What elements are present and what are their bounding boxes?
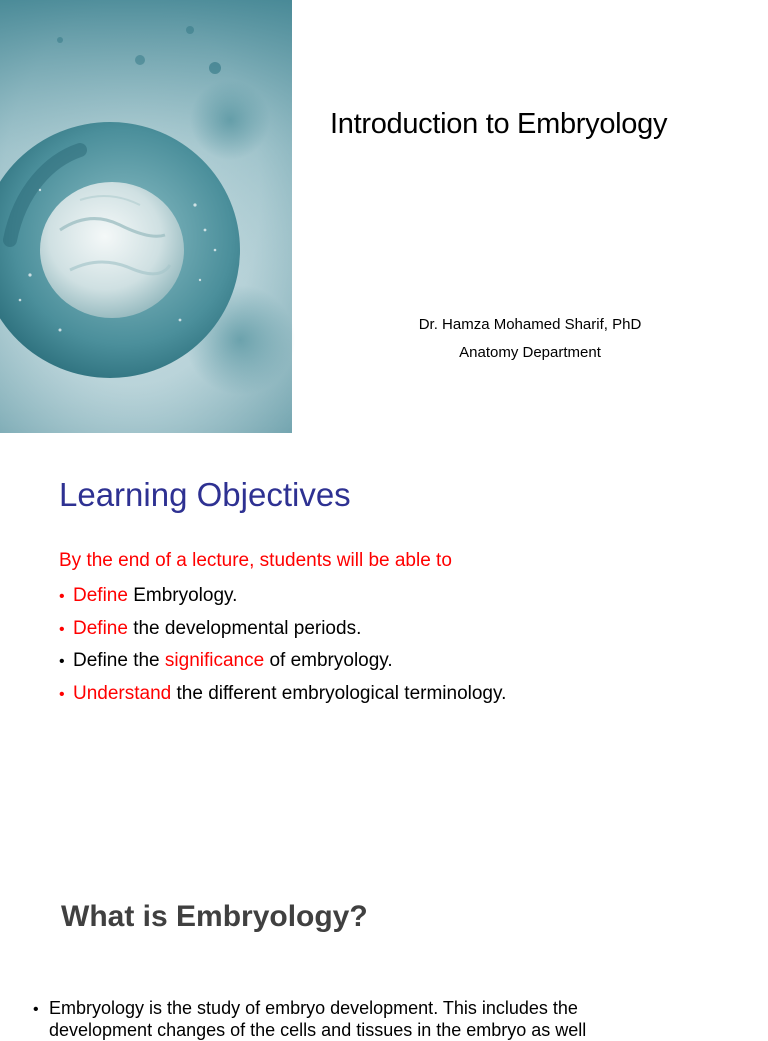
list-item — [59, 645, 506, 678]
definition-line-continued: development changes of the cells and tissues in the embryo as well — [49, 1020, 587, 1040]
bullet-icon: • — [59, 685, 65, 703]
objective-highlight: Define — [73, 585, 128, 606]
objective-highlight: Define — [73, 617, 128, 639]
objectives-slide — [0, 436, 768, 868]
title-slide — [0, 0, 768, 434]
bullet-icon: • — [33, 1001, 39, 1018]
bullet-icon: • — [59, 620, 65, 638]
objectives-list — [59, 580, 506, 710]
author-block — [405, 311, 655, 367]
objective-highlight: significance — [164, 650, 265, 671]
objective-text-prefix: Define the — [73, 650, 165, 671]
author-name: Dr. Hamza Mohamed Sharif, PhD — [418, 316, 642, 333]
definition-text — [33, 998, 578, 1019]
definition-slide — [0, 870, 768, 1040]
objectives-intro: By the end of a lecture, students will be able to — [59, 550, 452, 571]
embryo-cell-image — [0, 0, 292, 433]
objective-text: the developmental periods. — [127, 617, 362, 639]
objective-text: of embryology. — [264, 650, 393, 671]
bullet-icon: • — [59, 588, 65, 605]
slide-title: Introduction to Embryology — [330, 108, 668, 140]
slide-title: What is Embryology? — [61, 900, 368, 933]
definition-line: Embryology is the study of embryo development. This includes the — [49, 998, 578, 1018]
list-item — [59, 580, 506, 613]
bullet-icon: • — [59, 653, 65, 670]
list-item — [59, 613, 506, 646]
objective-text: the different embryological terminology. — [171, 682, 507, 704]
objective-highlight: Understand — [73, 682, 172, 704]
objective-text: Embryology. — [127, 585, 238, 606]
author-department: Anatomy Department — [459, 344, 601, 361]
slide-title: Learning Objectives — [59, 476, 351, 513]
list-item — [59, 678, 506, 711]
